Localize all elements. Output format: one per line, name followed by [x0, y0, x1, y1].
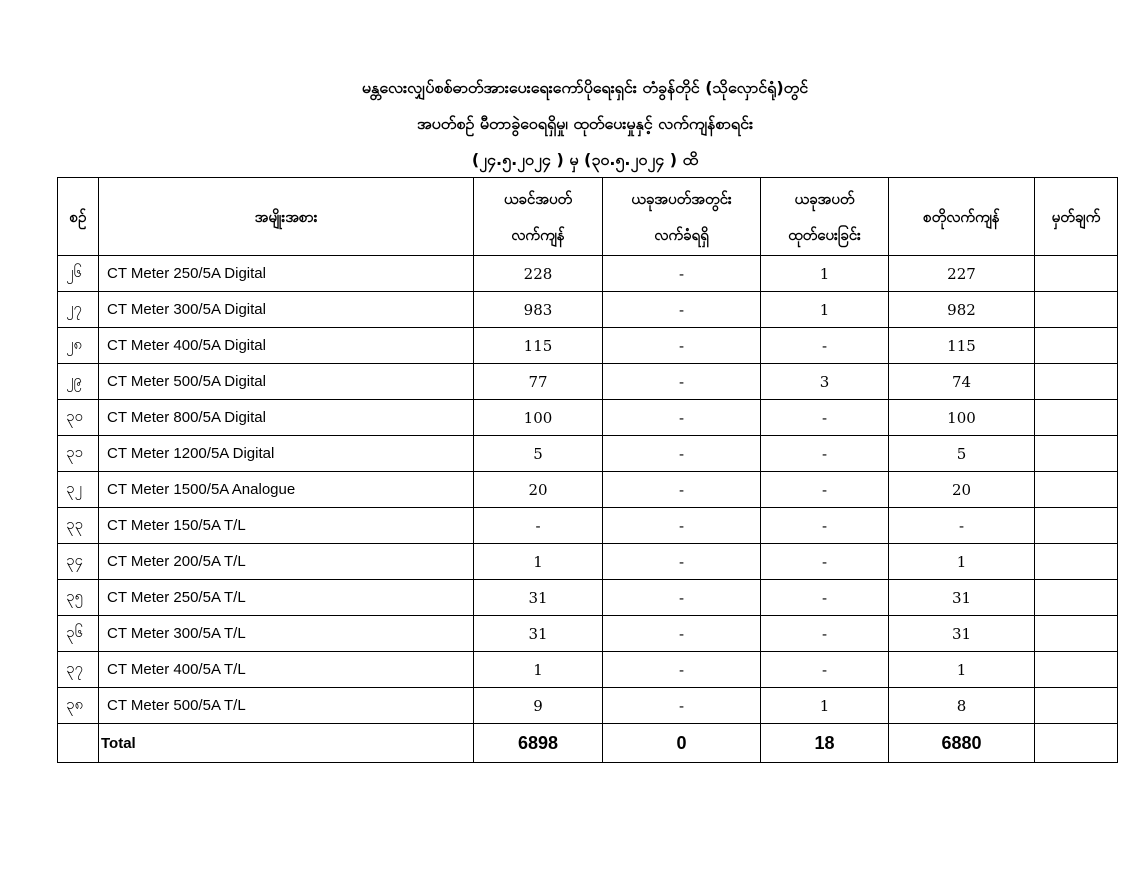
table-row [58, 688, 1118, 724]
cell-received: - [603, 292, 761, 328]
cell-opening: 1 [474, 544, 603, 580]
cell-no: ၃၆ [58, 616, 99, 652]
cell-balance: 8 [889, 688, 1035, 724]
cell-received: - [603, 688, 761, 724]
cell-remarks [1035, 580, 1118, 616]
total-opening: 6898 [474, 724, 603, 763]
table-row [58, 364, 1118, 400]
cell-remarks [1035, 256, 1118, 292]
cell-balance: 1 [889, 544, 1035, 580]
cell-opening: 1 [474, 652, 603, 688]
cell-received: - [603, 472, 761, 508]
cell-opening: 983 [474, 292, 603, 328]
table-row [58, 256, 1118, 292]
cell-balance: 31 [889, 616, 1035, 652]
total-row [58, 724, 1118, 763]
cell-no: ၃၂ [58, 472, 99, 508]
header-received [603, 178, 761, 256]
cell-received: - [603, 580, 761, 616]
cell-item: CT Meter 1200/5A Digital [99, 436, 474, 472]
cell-opening: 31 [474, 580, 603, 616]
cell-balance: 227 [889, 256, 1035, 292]
cell-no: ၃၇ [58, 652, 99, 688]
cell-item: CT Meter 250/5A Digital [99, 256, 474, 292]
total-no-cell [58, 724, 99, 763]
cell-no: ၂၉ [58, 364, 99, 400]
cell-balance: 20 [889, 472, 1035, 508]
cell-opening: 20 [474, 472, 603, 508]
cell-opening: 9 [474, 688, 603, 724]
cell-no: ၃၁ [58, 436, 99, 472]
cell-item: CT Meter 150/5A T/L [99, 508, 474, 544]
report-subtitle: အပတ်စဉ် မီတာခွဲဝေရရှိမှု၊ ထုတ်ပေးမှုနှင့် လက်ကျန်စာရင်း [416, 114, 754, 133]
cell-no: ၃၄ [58, 544, 99, 580]
header-issued-line2: ထုတ်ပေးခြင်း [788, 225, 861, 244]
header-item: အမျိုးအစား [99, 178, 474, 256]
header-issued [761, 178, 889, 256]
header-opening [474, 178, 603, 256]
cell-remarks [1035, 400, 1118, 436]
report-date-range: (၂၄.၅.၂၀၂၄ ) မှ (၃၀.၅.၂၀၂၄ ) ထိ [471, 150, 699, 169]
cell-issued: 1 [761, 688, 889, 724]
cell-item: CT Meter 300/5A T/L [99, 616, 474, 652]
cell-issued: - [761, 580, 889, 616]
cell-issued: - [761, 652, 889, 688]
cell-received: - [603, 328, 761, 364]
cell-no: ၂၈ [58, 328, 99, 364]
header-remarks: မှတ်ချက် [1035, 178, 1118, 256]
cell-remarks [1035, 364, 1118, 400]
cell-balance: 31 [889, 580, 1035, 616]
header-received-line2: လက်ခံရရှိ [654, 225, 709, 244]
cell-item: CT Meter 300/5A Digital [99, 292, 474, 328]
total-received: 0 [603, 724, 761, 763]
cell-remarks [1035, 508, 1118, 544]
cell-remarks [1035, 328, 1118, 364]
table-row [58, 400, 1118, 436]
cell-opening: 77 [474, 364, 603, 400]
cell-remarks [1035, 652, 1118, 688]
header-opening-line2: လက်ကျန် [511, 225, 565, 244]
cell-remarks [1035, 616, 1118, 652]
cell-opening: 100 [474, 400, 603, 436]
cell-received: - [603, 508, 761, 544]
cell-received: - [603, 256, 761, 292]
cell-item: CT Meter 250/5A T/L [99, 580, 474, 616]
cell-remarks [1035, 544, 1118, 580]
cell-received: - [603, 400, 761, 436]
cell-opening: 31 [474, 616, 603, 652]
cell-no: ၃၀ [58, 400, 99, 436]
cell-item: CT Meter 500/5A T/L [99, 688, 474, 724]
cell-issued: - [761, 328, 889, 364]
cell-no: ၃၃ [58, 508, 99, 544]
cell-received: - [603, 544, 761, 580]
cell-issued: - [761, 400, 889, 436]
cell-received: - [603, 436, 761, 472]
table-header-row [58, 178, 1118, 256]
cell-item: CT Meter 800/5A Digital [99, 400, 474, 436]
cell-no: ၃၈ [58, 688, 99, 724]
cell-issued: 1 [761, 256, 889, 292]
table-row [58, 472, 1118, 508]
inventory-table [57, 177, 1118, 763]
cell-balance: 982 [889, 292, 1035, 328]
total-issued: 18 [761, 724, 889, 763]
cell-received: - [603, 652, 761, 688]
cell-received: - [603, 364, 761, 400]
cell-balance: 115 [889, 328, 1035, 364]
table-row [58, 544, 1118, 580]
table-row [58, 508, 1118, 544]
header-received-line1: ယခုအပတ်အတွင်း [631, 189, 732, 208]
cell-balance: 100 [889, 400, 1035, 436]
cell-balance: 1 [889, 652, 1035, 688]
cell-opening: - [474, 508, 603, 544]
report-title: မန္တလေးလျှပ်စစ်ဓာတ်အားပေးရေးကော်ပိုရေးရှင်း တံခွန်တိုင် (သိုလှောင်ရုံ)တွင် [361, 78, 809, 97]
cell-issued: - [761, 472, 889, 508]
header-issued-line1: ယခုအပတ် [794, 189, 855, 208]
header-balance: စတိုလက်ကျန် [889, 178, 1035, 256]
report-title-block [0, 70, 1148, 178]
cell-issued: - [761, 508, 889, 544]
cell-item: CT Meter 1500/5A Analogue [99, 472, 474, 508]
table-row [58, 436, 1118, 472]
cell-item: CT Meter 400/5A T/L [99, 652, 474, 688]
cell-no: ၂၆ [58, 256, 99, 292]
table-row [58, 328, 1118, 364]
header-no: စဉ် [58, 178, 99, 256]
cell-item: CT Meter 500/5A Digital [99, 364, 474, 400]
cell-issued: - [761, 544, 889, 580]
total-label: Total [99, 724, 474, 763]
cell-no: ၂၇ [58, 292, 99, 328]
table-row [58, 616, 1118, 652]
total-remarks [1035, 724, 1118, 763]
table-row [58, 292, 1118, 328]
cell-received: - [603, 616, 761, 652]
cell-balance: - [889, 508, 1035, 544]
cell-issued: - [761, 616, 889, 652]
cell-remarks [1035, 292, 1118, 328]
cell-item: CT Meter 200/5A T/L [99, 544, 474, 580]
table-row [58, 580, 1118, 616]
cell-opening: 115 [474, 328, 603, 364]
table-row [58, 652, 1118, 688]
cell-remarks [1035, 688, 1118, 724]
cell-no: ၃၅ [58, 580, 99, 616]
cell-opening: 228 [474, 256, 603, 292]
total-balance: 6880 [889, 724, 1035, 763]
header-opening-line1: ယခင်အပတ် [503, 189, 573, 208]
cell-opening: 5 [474, 436, 603, 472]
cell-remarks [1035, 436, 1118, 472]
cell-balance: 74 [889, 364, 1035, 400]
cell-issued: - [761, 436, 889, 472]
cell-item: CT Meter 400/5A Digital [99, 328, 474, 364]
cell-balance: 5 [889, 436, 1035, 472]
cell-remarks [1035, 472, 1118, 508]
cell-issued: 1 [761, 292, 889, 328]
table-body [58, 256, 1118, 763]
cell-issued: 3 [761, 364, 889, 400]
